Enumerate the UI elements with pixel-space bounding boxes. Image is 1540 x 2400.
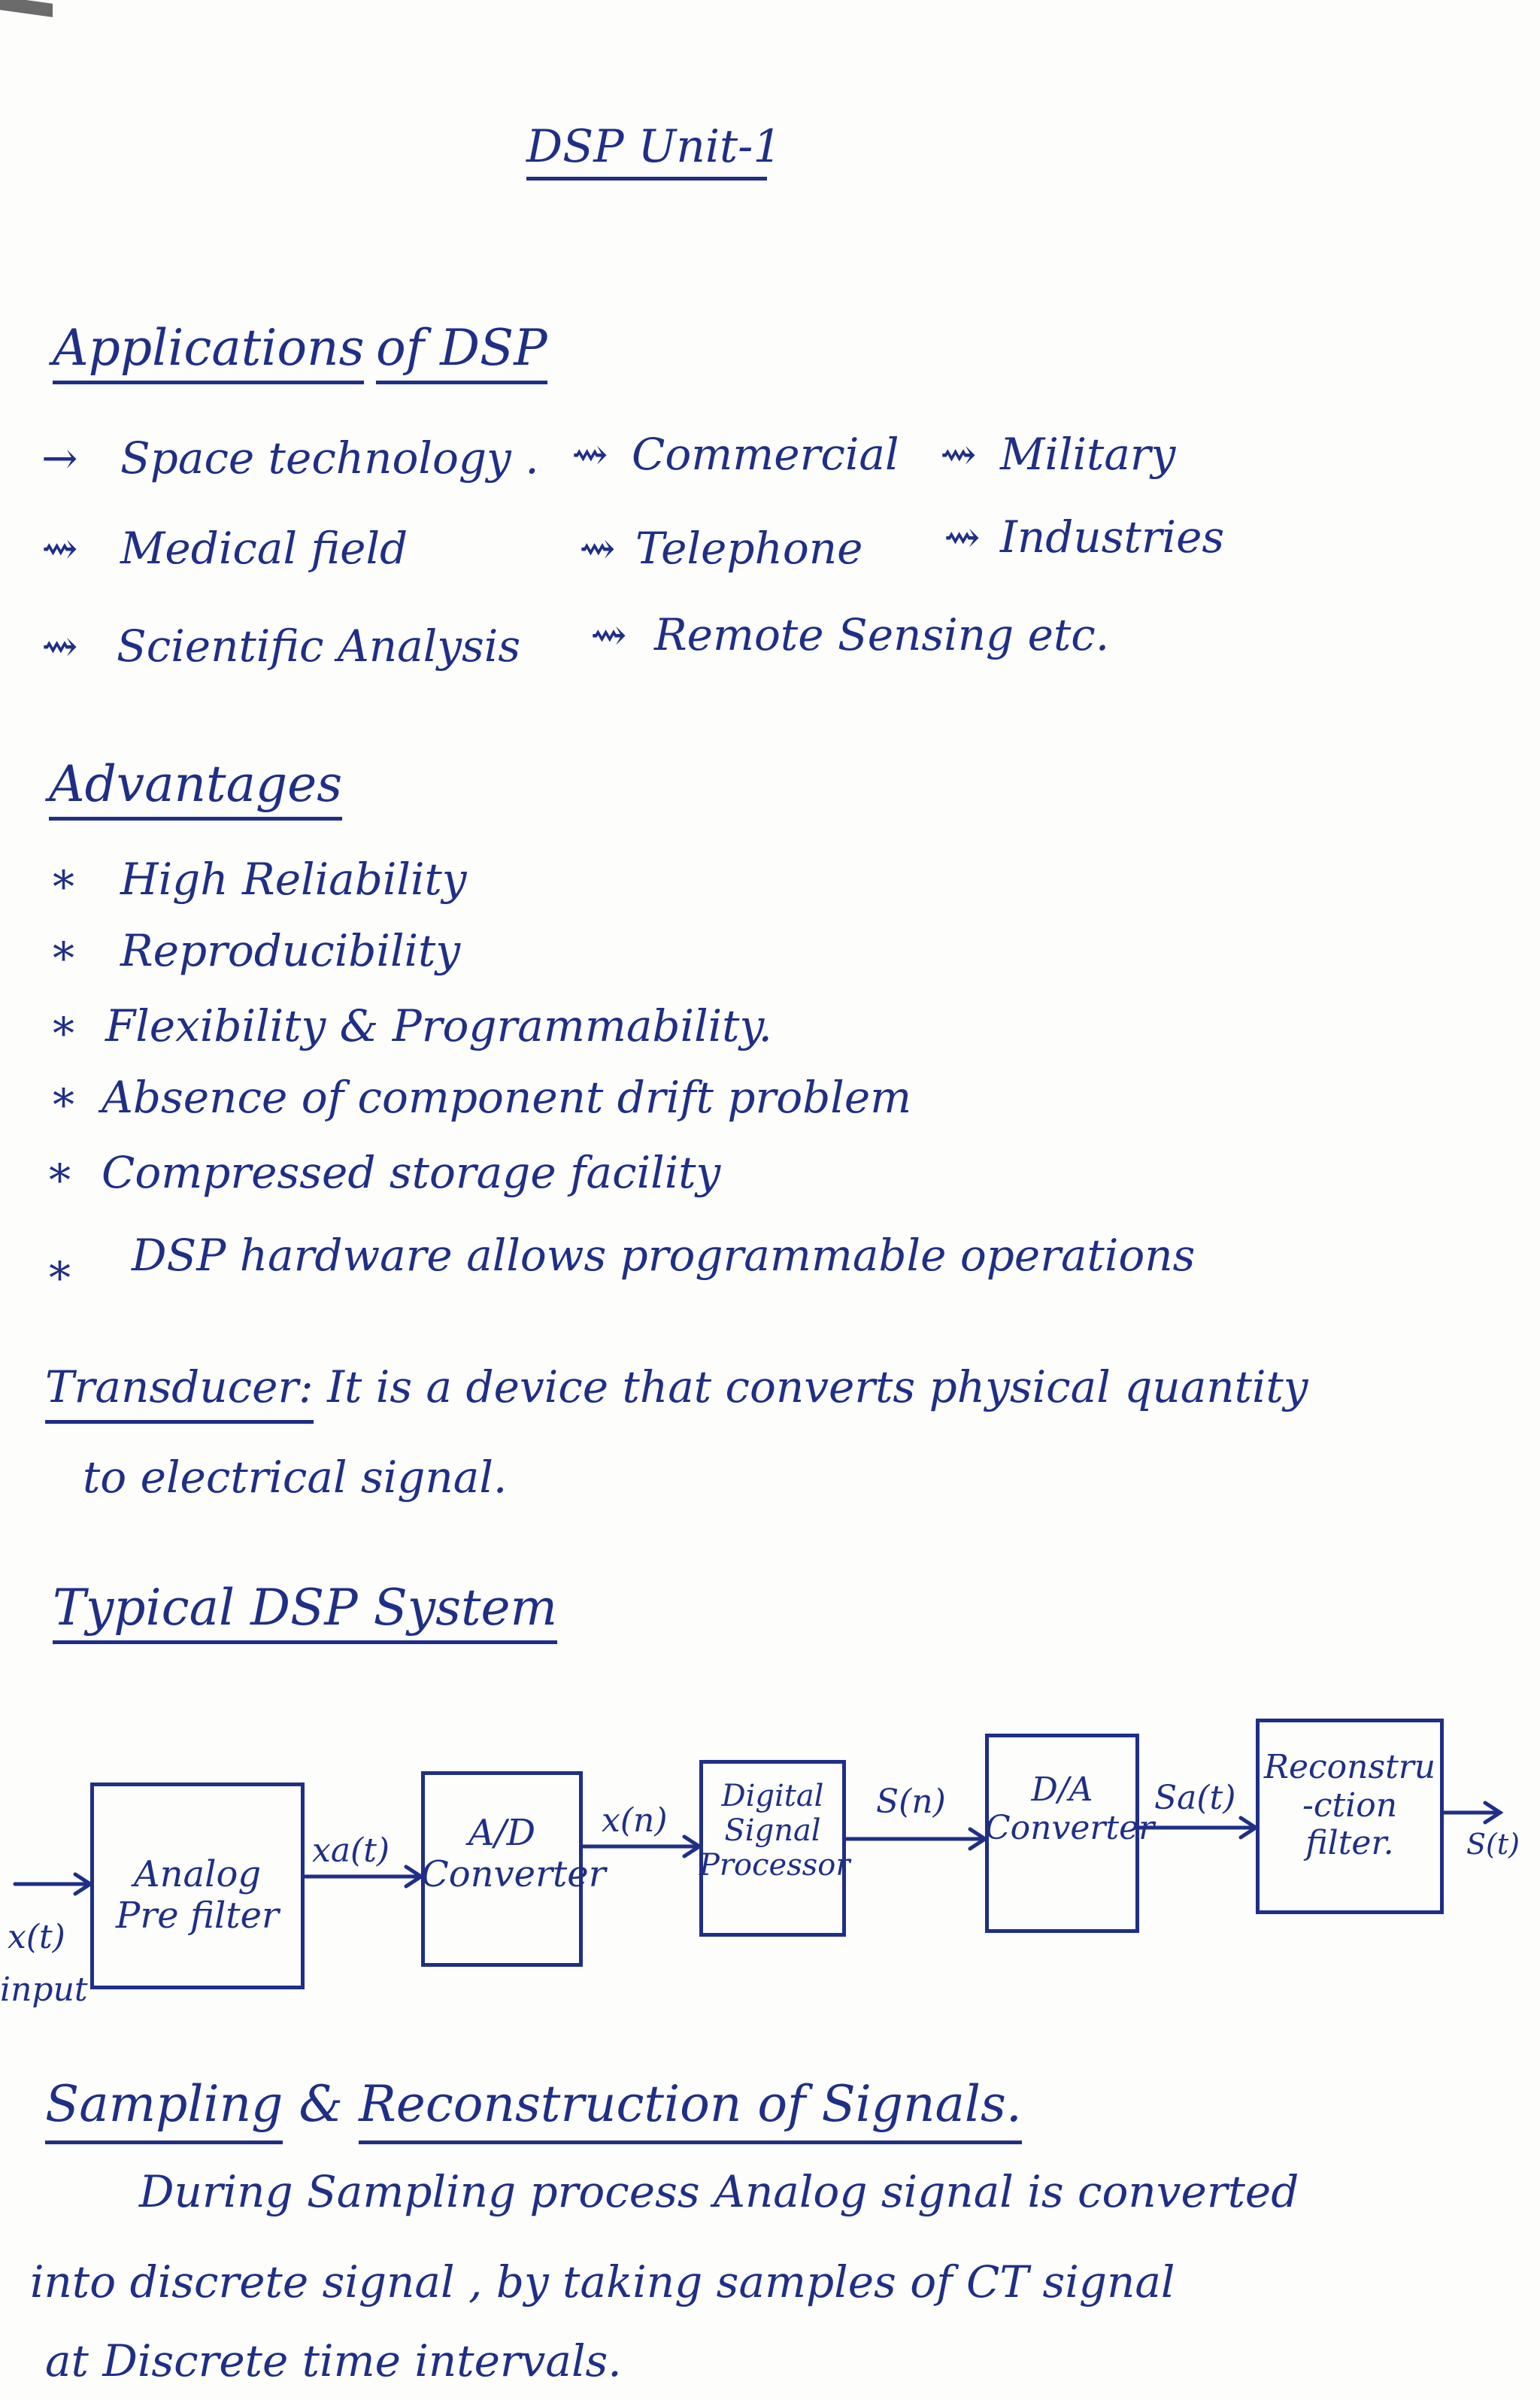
- app-item-telephone: Telephone: [635, 523, 863, 574]
- adv-bullet-3: *: [53, 1008, 74, 1059]
- block-da-converter-label: D/A Converter: [985, 1770, 1155, 1847]
- adv-item-dsp-hardware: DSP hardware allows programmable operations: [132, 1230, 1196, 1281]
- app-marker-6: ⇝: [944, 511, 981, 563]
- block-digital-signal-processor-label: Digital Signal Processor: [699, 1779, 850, 1883]
- adv-bullet-1: *: [53, 861, 74, 912]
- signal-s-n: S(n): [876, 1783, 946, 1821]
- app-item-space-technology: Space technology .: [120, 432, 539, 484]
- block-analog-prefilter-label: Analog Pre filter: [116, 1853, 279, 1937]
- app-marker-4: ⇝: [41, 523, 78, 574]
- signal-input-label: input: [0, 1971, 88, 2009]
- signal-x-n: x(n): [602, 1801, 668, 1840]
- adv-bullet-6: *: [49, 1252, 71, 1303]
- sampling-line-2: into discrete signal , by taking samples of CT signal: [30, 2256, 1175, 2307]
- adv-item-flexibility: Flexibility & Programmability.: [105, 1000, 772, 1051]
- transducer-term: Transducer:: [45, 1361, 314, 1424]
- block-reconstruction-filter-label: Reconstru -ction filter.: [1263, 1748, 1436, 1863]
- reconstruction-phrase: Reconstruction of Signals.: [359, 2075, 1022, 2144]
- adv-item-reproducibility: Reproducibility: [120, 925, 461, 976]
- app-marker-2: ⇝: [571, 429, 608, 480]
- app-marker-5: ⇝: [579, 523, 616, 574]
- block-ad-converter-label: A/D Converter: [421, 1812, 606, 1896]
- typical-dsp-heading: Typical DSP System: [53, 1583, 557, 1644]
- adv-item-compressed-storage: Compressed storage facility: [102, 1147, 721, 1198]
- signal-input-xt: x(t): [8, 1918, 65, 1956]
- sampling-amp: &: [283, 2075, 359, 2133]
- app-item-industries: Industries: [1000, 511, 1225, 563]
- app-item-military: Military: [1000, 429, 1176, 480]
- advantages-heading: Advantages: [49, 760, 342, 821]
- adv-item-high-reliability: High Reliability: [120, 854, 467, 905]
- signal-xa-t: xa(t): [312, 1831, 390, 1870]
- applications-heading-dsp: of DSP: [376, 323, 547, 384]
- transducer-line-2: to electrical signal.: [83, 1452, 508, 1503]
- sampling-line-3: at Discrete time intervals.: [45, 2335, 622, 2386]
- app-marker-7: ⇝: [41, 620, 78, 672]
- adv-bullet-4: *: [53, 1079, 74, 1130]
- page-title: DSP Unit-1: [526, 124, 767, 181]
- app-marker-3: ⇝: [940, 429, 977, 480]
- app-marker-8: ⇝: [590, 609, 627, 660]
- app-item-scientific-analysis: Scientific Analysis: [117, 620, 521, 672]
- adv-bullet-5: *: [49, 1154, 71, 1206]
- applications-heading-part1: Applications: [53, 319, 365, 377]
- app-marker-1: →: [41, 432, 78, 484]
- adv-bullet-2: *: [53, 933, 74, 984]
- signal-output-s-t: S(t): [1466, 1828, 1520, 1861]
- sampling-heading: [45, 2075, 1022, 2133]
- transducer-text-1: It is a device that converts physical quantity: [313, 1361, 1308, 1412]
- signal-sa-t: Sa(t): [1154, 1779, 1236, 1817]
- sampling-line-1: During Sampling process Analog signal is converted: [139, 2166, 1299, 2217]
- sampling-word: Sampling: [45, 2075, 283, 2144]
- app-item-medical-field: Medical field: [120, 523, 408, 574]
- app-item-commercial: Commercial: [632, 429, 899, 480]
- adv-item-component-drift: Absence of component drift problem: [102, 1072, 912, 1123]
- app-item-remote-sensing: Remote Sensing etc.: [654, 609, 1110, 660]
